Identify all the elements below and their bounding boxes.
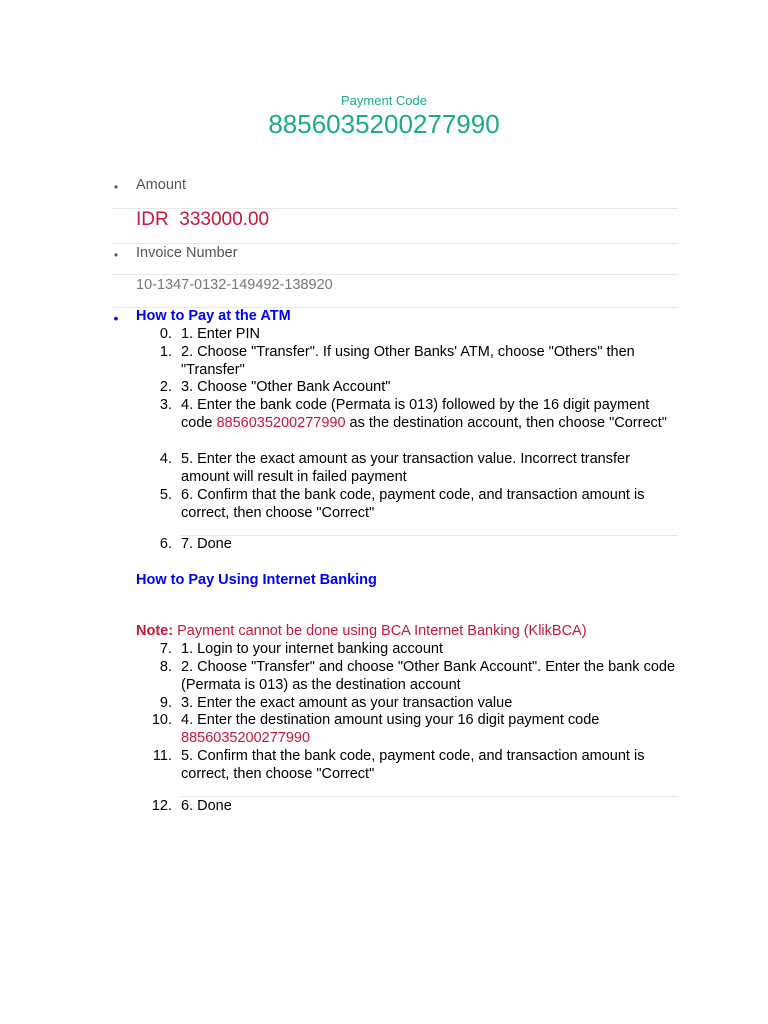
list-item — [136, 659, 676, 695]
list-item — [136, 712, 676, 748]
note-label: Note: — [136, 623, 174, 639]
bullet-icon: • — [113, 248, 119, 262]
list-item — [136, 397, 676, 433]
divider — [112, 243, 678, 244]
list-item — [136, 487, 676, 523]
list-item-number: 2. — [159, 379, 172, 395]
note — [136, 623, 587, 639]
payment-code-value: 8856035200277990 — [268, 109, 500, 139]
list-item — [136, 641, 676, 659]
list-item-text: 1. Enter PIN — [181, 326, 260, 342]
payment-code-inline: 8856035200277990 — [181, 729, 311, 746]
list-item-text: 6. Done — [181, 798, 232, 814]
list-item-number: 1. — [159, 344, 172, 360]
list-item-text: 3. Enter the exact amount as your transaction value — [181, 695, 513, 711]
list-item — [136, 326, 676, 344]
list-item — [136, 451, 676, 487]
list-item-text: 2. Choose "Transfer" and choose "Other Bank Account". Enter the bank code (Permata is 013) as the destination account — [181, 659, 676, 693]
step-text-after: as the destination account, then choose "Correct" — [349, 414, 667, 431]
list-item-number: 6. — [159, 536, 172, 552]
step-text-before: 4. Enter the bank code (Permata is 013) followed by the 16 digit payment code — [181, 397, 650, 431]
note-text: Payment cannot be done using BCA Internet Banking (KlikBCA) — [177, 623, 587, 639]
list-item — [136, 748, 676, 784]
list-item-number: 9. — [159, 695, 172, 711]
step-text-before: 4. Enter the destination amount using your 16 digit payment code — [181, 712, 600, 728]
list-item-text: 5. Confirm that the bank code, payment code, and transaction amount is correct, then choose "Correct" — [181, 748, 645, 782]
list-item-number: 3. — [159, 397, 172, 413]
payment-code-inline: 8856035200277990 — [216, 414, 346, 431]
amount-label: Amount — [136, 177, 186, 193]
list-item — [136, 536, 676, 554]
internet-banking-heading: How to Pay Using Internet Banking — [136, 572, 377, 588]
list-item-text: 6. Confirm that the bank code, payment code, and transaction amount is correct, then choose "Correct" — [181, 487, 645, 521]
list-item — [136, 695, 676, 713]
payment-code-label: Payment Code — [341, 93, 427, 108]
list-item-text: 1. Login to your internet banking account — [181, 641, 443, 657]
list-item-number: 12. — [151, 798, 172, 814]
list-item — [136, 344, 676, 380]
bullet-icon: • — [113, 310, 119, 326]
list-item-text: 2. Choose "Transfer". If using Other Banks' ATM, choose "Others" then "Transfer" — [181, 344, 635, 378]
bullet-icon: • — [113, 180, 119, 194]
list-item-text: 7. Done — [181, 536, 232, 552]
list-item-number: 5. — [159, 487, 172, 503]
divider — [112, 274, 678, 275]
invoice-label: Invoice Number — [136, 245, 238, 261]
list-item — [136, 379, 676, 397]
list-item-text — [181, 712, 601, 748]
list-item-number: 7. — [159, 641, 172, 657]
amount-value: IDR 333000.00 — [136, 209, 270, 230]
list-item-number: 0. — [159, 326, 172, 342]
list-item-text — [181, 397, 676, 433]
divider — [180, 796, 678, 797]
atm-heading: How to Pay at the ATM — [136, 308, 291, 324]
list-item-text: 3. Choose "Other Bank Account" — [181, 379, 391, 395]
list-item-text: 5. Enter the exact amount as your transaction value. Incorrect transfer amount will result in failed payment — [181, 451, 630, 485]
list-item-number: 10. — [151, 712, 172, 728]
list-item-number: 11. — [152, 748, 172, 764]
invoice-number-value: 10-1347-0132-149492-138920 — [136, 277, 333, 293]
list-item — [136, 798, 676, 816]
list-item-number: 4. — [159, 451, 172, 467]
list-item-number: 8. — [159, 659, 172, 675]
